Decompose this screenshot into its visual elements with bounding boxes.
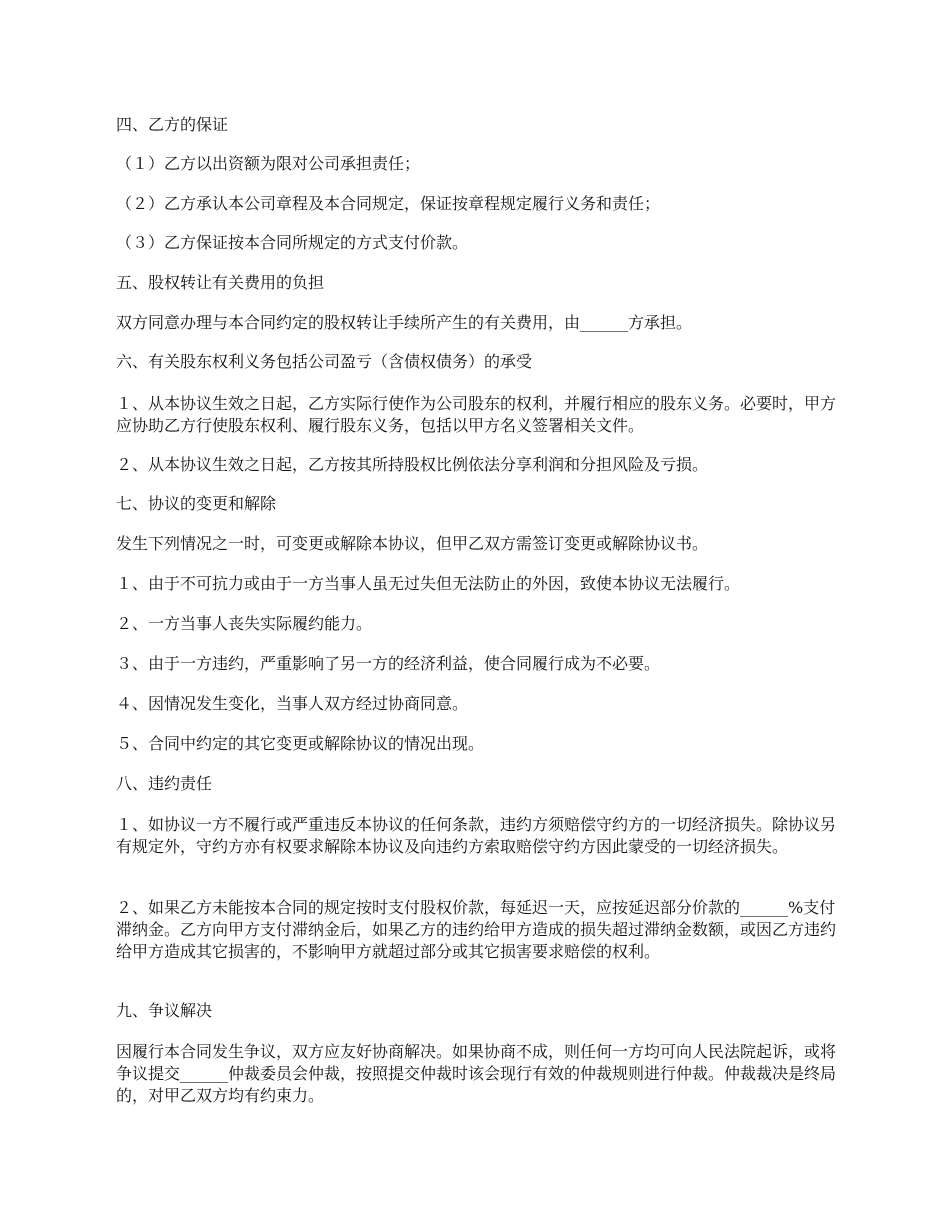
clause-9-text: 因履行本合同发生争议，双方应友好协商解决。如果协商不成，则任何一方均可向人民法院起诉，或将争议提交______仲裁委员会仲裁，按照提交仲裁时该会现行有效的仲裁规则进行仲裁。仲裁裁决是终局的，对甲乙双方均有约束力。 xyxy=(116,1042,837,1105)
clause-4-1: （１）乙方以出资额为限对公司承担责任； xyxy=(116,154,421,173)
section-heading-4: 四、乙方的保证 xyxy=(116,115,229,134)
clause-8-2: ２、如果乙方未能按本合同的规定按时支付股权价款，每延迟一天，应按延迟部分价款的______%支付滞纳金。乙方向甲方支付滞纳金后，如果乙方的违约给甲方造成的损失超过滞纳金数额，或因乙方违约给甲方造成其它损害的，不影响甲方就超过部分或其它损害要求赔偿的权利。 xyxy=(116,898,837,961)
clause-7-2: ２、一方当事人丧失实际履约能力。 xyxy=(116,614,373,633)
clause-7-5: ５、合同中约定的其它变更或解除协议的情况出现。 xyxy=(116,734,485,753)
clause-5-text: 双方同意办理与本合同约定的股权转让手续所产生的有关费用，由______方承担。 xyxy=(116,313,693,332)
clause-7-3: ３、由于一方违约，严重影响了另一方的经济利益，使合同履行成为不必要。 xyxy=(116,654,661,673)
section-heading-8: 八、违约责任 xyxy=(116,774,213,793)
section-heading-9: 九、争议解决 xyxy=(116,1001,213,1020)
clause-8-1: １、如协议一方不履行或严重违反本协议的任何条款，违约方须赔偿守约方的一切经济损失。除协议另有规定外，守约方亦有权要求解除本协议及向违约方索取赔偿守约方因此蒙受的一切经济损失。 xyxy=(116,815,837,856)
clause-6-2: ２、从本协议生效之日起，乙方按其所持股权比例依法分享利润和分担风险及亏损。 xyxy=(116,455,709,474)
section-heading-7: 七、协议的变更和解除 xyxy=(116,494,277,513)
clause-4-2: （２）乙方承认本公司章程及本合同规定，保证按章程规定履行义务和责任； xyxy=(116,194,661,213)
clause-7-1: １、由于不可抗力或由于一方当事人虽无过失但无法防止的外因，致使本协议无法履行。 xyxy=(116,574,741,593)
section-heading-5: 五、股权转让有关费用的负担 xyxy=(116,273,325,292)
section-heading-6: 六、有关股东权利义务包括公司盈亏（含债权债务）的承受 xyxy=(116,352,533,371)
clause-6-1: １、从本协议生效之日起，乙方实际行使作为公司股东的权利，并履行相应的股东义务。必要时，甲方应协助乙方行使股东权利、履行股东义务，包括以甲方名义签署相关文件。 xyxy=(116,394,837,435)
clause-7-4: ４、因情况发生变化，当事人双方经过协商同意。 xyxy=(116,694,469,713)
clause-4-3: （３）乙方保证按本合同所规定的方式支付价款。 xyxy=(116,233,469,252)
clause-7-intro: 发生下列情况之一时，可变更或解除本协议，但甲乙双方需签订变更或解除协议书。 xyxy=(116,534,709,553)
